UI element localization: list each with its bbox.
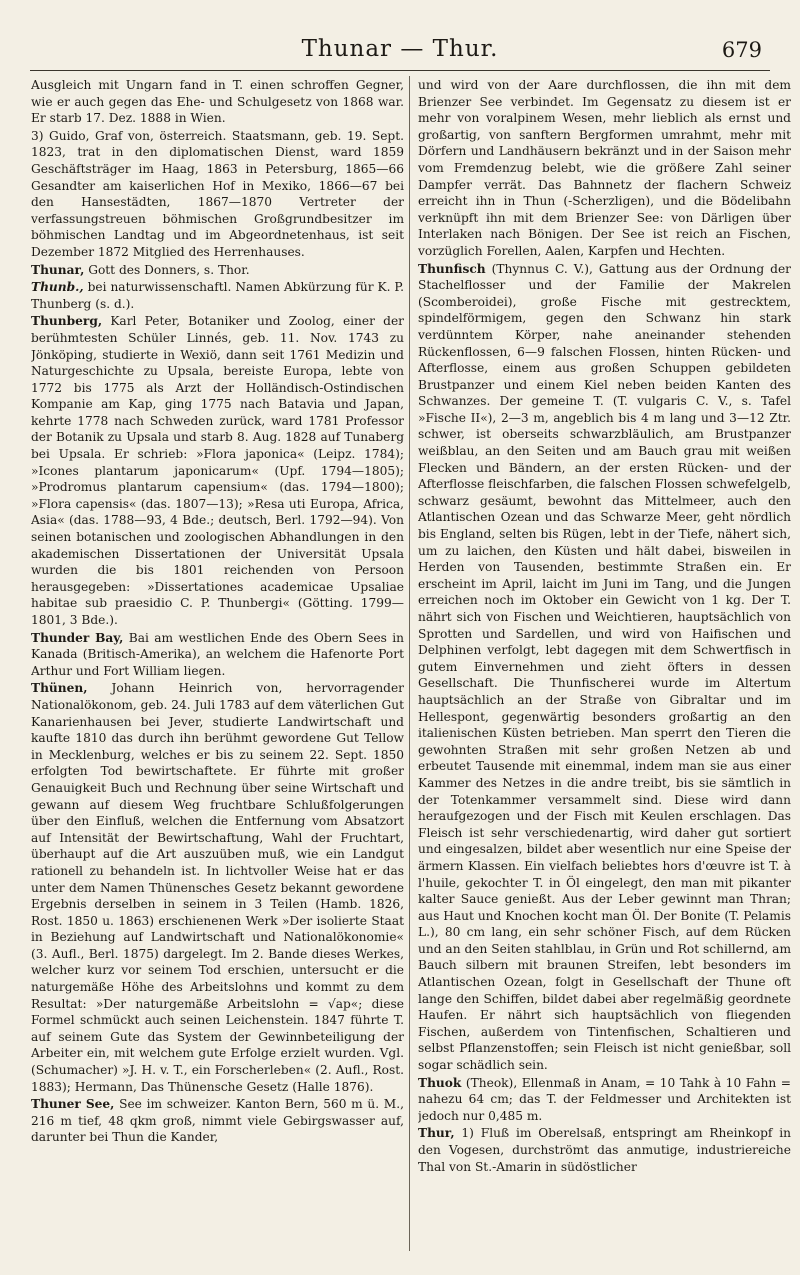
entry-thunar: Thunar, Gott des Donners, s. Thor. bbox=[31, 262, 250, 277]
entry-thunberg: Thunberg, Karl Peter, Botaniker und Zoolog, einer der berühmtesten Schüler Linnés, geb. 11. Nov. 1743 zu Jönköping, studierte in Wexiö, dann seit 1761 Medizin und Naturgeschichte zu Upsala, bereiste Europa, lebte von 1772 bis 1775 als Arzt der Holländisch-Ostindischen Kompanie am Kap, ging 1775 nach Batavia und Japan, kehrte 1778 nach Schweden zurück, ward 1781 Professor der Botanik zu Upsala und starb 8. Aug. 1828 auf Tunaberg bei Upsala. Er schrieb: »Flora japonica« (Leipz. 1784); »Icones plantarum japonicarum« (Upf. 1794—1805); »Prodromus plantarum capensium« (das. 1794—1800); »Flora capensis« (das. 1807—13); »Resa uti Europa, Africa, Asia« (das. 1788—93, 4 Bde.; deutsch, Berl. 1792—94). Von seinen botanischen und zoologischen Abhandlungen in den akademischen Dissertationen der Universität Upsala wurden die bis 1801 reichenden von Persoon herausgegeben: »Dissertationes academicae Upsaliae habitae sub praesidio C. P. Thunbergi« (Götting. 1799—1801, 3 Bde.). bbox=[31, 314, 404, 627]
page-header bbox=[30, 36, 770, 66]
header-rule bbox=[30, 70, 770, 71]
entry-thunfisch: Thunfisch (Thynnus C. V.), Gattung aus der Ordnung der Stachelflosser und der Familie der Makrelen (Scomberoidei), große Fische mit gestrecktem, spindelförmigem, gegen den Schwanz hin stark verdünntem Körper, nahe aneinander stehenden Rückenflossen, 6—9 falschen Flossen, hinten Rücken- und Afterflosse, einem aus großen Schuppen gebildeten Brustpanzer und einem Kiel neben beiden Kanten des Schwanzes. Der gemeine T. (T. vulgaris C. V., s. Tafel »Fische II«), 2—3 m, angeblich bis 4 m lang und 3—12 Ztr. schwer, ist oberseits schwarzbläulich, am Brustpanzer weißblau, an den Seiten und am Bauch grau mit weißen Flecken und Bändern, an der ersten Rücken- und der Afterflosse fleischfarben, die falschen Flossen schwefelgelb, schwarz gesäumt, bewohnt das Mittelmeer, auch den Atlantischen Ozean und das Schwarze Meer, geht nördlich bis England, selten bis Rügen, lebt in der Tiefe, nähert sich, um zu laichen, den Küsten und hält dabei, bisweilen in Herden von Tausenden, bestimmte Straßen ein. Er erscheint im April, laicht im Juni im Tang, und die Jungen erreichen noch im Oktober ein Gewicht von 1 kg. Der T. nährt sich von Fischen und Weichtieren, hauptsächlich von Sprotten und Sardellen, und wird von Haifischen und Delphinen verfolgt, lebt dagegen mit dem Schwertfisch in gutem Einvernehmen und zieht öfters in dessen Gesellschaft. Die Thunfischerei wurde im Altertum hauptsächlich an der Straße von Gibraltar und im Hellespont, gegenwärtig besonders großartig an den italienischen Küsten betrieben. Man sperrt den Tieren die gewohnten Straßen mit sehr großen Netzen ab und erbeutet Tausende mit einemmal, indem man sie aus einer Kammer des Netzes in die andre treibt, bis sie sämtlich in der Totenkammer versammelt sind. Diese wird dann heraufgezogen und der Fisch mit Keulen erschlagen. Das Fleisch ist sehr verschiedenartig, wird daher gut sortiert und eingesalzen, bildet aber wesentlich nur eine Speise der ärmern Klassen. Ein vielfach beliebtes hors d'œuvre ist T. à l'huile, gekochter T. in Öl eingelegt, den man mit pikanter kalter Sauce genießt. Aus der Leber gewinnt man Thran; aus Haut und Knochen kocht man Öl. Der Bonite (T. Pelamis L.), 80 cm lang, ein sehr schöner Fisch, auf dem Rücken und an den Seiten stahlblau, in Grün und Rot schillernd, am Bauch silbern mit braunen Streifen, lebt besonders im Atlantischen Ozean, folgt in Gesellschaft der Thune oft lange den Schiffen, bildet dabei aber regelmäßig geordnete Haufen. Er nährt sich hauptsächlich von fliegenden Fischen, außerdem von Tintenfischen, Schaltieren und selbst Pflanzenstoffen; sein Fleisch ist nicht genießbar, soll sogar schädlich sein. bbox=[418, 261, 791, 1073]
running-title: Thunar — Thur. bbox=[301, 36, 499, 62]
entry-thunder-bay: Thunder Bay, Bai am westlichen Ende des Obern Sees in Kanada (Britisch-Amerika), an welchem die Hafenorte Port Arthur und Fort William liegen. bbox=[31, 630, 404, 678]
entry-andrassy-continuation: Ausgleich mit Ungarn fand in T. einen schroffen Gegner, wie er auch gegen das Ehe- und Schulgesetz von 1868 war. Er starb 17. Dez. 1888 in Wien. bbox=[31, 78, 404, 126]
entry-thunb: Thunb., bei naturwissenschaftl. Namen Abkürzung für K. P. Thunberg (s. d.). bbox=[31, 280, 404, 311]
entry-guido-thun: 3) Guido, Graf von, österreich. Staatsmann, geb. 19. Sept. 1823, trat in den diplomatischen Dienst, ward 1859 Geschäftsträger im Haag, 1863 in Petersburg, 1865—66 Gesandter am kaiserlichen Hof in Mexiko, 1866—67 bei den Hansestädten, 1867—1870 Vertreter der verfassungstreuen böhmischen Großgrundbesitzer im böhmischen Landtag und im Abgeordnetenhaus, ist seit Dezember 1872 Mitglied des Herrenhauses. bbox=[31, 128, 404, 259]
entry-thuner-see: Thuner See, See im schweizer. Kanton Bern, 560 m ü. M., 216 m tief, 48 qkm groß, nimmt viele Gebirgswasser auf, darunter bei Thun die Kander, bbox=[31, 1097, 404, 1145]
entry-thuok: Thuok (Theok), Ellenmaß in Anam, = 10 Tahk à 10 Fahn = nahezu 64 cm; das T. der Feldmesser und Architekten ist jedoch nur 0,485 m. bbox=[418, 1075, 791, 1123]
page-number: 679 bbox=[721, 38, 762, 62]
entry-thuner-see-continuation: und wird von der Aare durchflossen, die ihn mit dem Brienzer See verbindet. Im Gegensatz zu diesem ist er mehr von voralpinem Wesen, mehr lieblich als ernst und großartig, von sanftern Bergformen umrahmt, mehr mit Dörfern und Landhäusern bekränzt und in der Saison mehr vom Fremdenzug belebt, wie die größere Zahl seiner Dampfer verrät. Das Bahnnetz der flachern Schweiz erreicht ihn in Thun (-Scherzligen), und die Bödelibahn verknüpft ihn mit dem Brienzer See: von Därligen über Interlaken nach Bönigen. Der See ist reich an Fischen, vorzüglich Forellen, Aalen, Karpfen und Hechten. bbox=[418, 78, 791, 258]
left-column bbox=[31, 76, 404, 1256]
entry-thur: Thur, 1) Fluß im Oberelsaß, entspringt am Rheinkopf in den Vogesen, durchströmt das anmutige, industriereiche Thal von St.-Amarin in südöstlicher bbox=[418, 1126, 791, 1174]
column-divider bbox=[409, 76, 410, 1251]
right-column bbox=[418, 76, 791, 1256]
entry-thuenen: Thünen, Johann Heinrich von, hervorragender Nationalökonom, geb. 24. Juli 1783 auf dem väterlichen Gut Kanarienhausen bei Jever, studierte Landwirtschaft und kaufte 1810 das durch ihn berühmt gewordene Gut Tellow in Mecklenburg, welches er bis zu seinem 22. Sept. 1850 erfolgten Tod bewirtschaftete. Er führte mit großer Genauigkeit Buch und Rechnung über seine Wirtschaft und gewann auf diesem Weg fruchtbare Schlußfolgerungen über den Einfluß, welchen die Entfernung vom Absatzort auf Intensität der Bewirtschaftung, Wahl der Fruchtart, überhaupt auf die Art auszuüben muß, wie ein Landgut rationell zu behandeln ist. In lichtvoller Weise hat er das unter dem Namen Thünensches Gesetz bekannt gewordene Ergebnis derselben in seinem in 3 Teilen (Hamb. 1826, Rost. 1850 u. 1863) erschienenen Werk »Der isolierte Staat in Beziehung auf Landwirtschaft und Nationalökonomie« (3. Aufl., Berl. 1875) dargelegt. Im 2. Bande dieses Werkes, welcher kurz vor seinem Tod erschien, untersucht er die naturgemäße Höhe des Arbeitslohns und kommt zu dem Resultat: »Der naturgemäße Arbeitslohn = √ap«; diese Formel schmückt auch seinen Leichenstein. 1847 führte T. auf seinem Gute das System der Gewinnbeteiligung der Arbeiter ein, mit welchem gute Erfolge erzielt wurden. Vgl. (Schumacher) »J. H. v. T., ein Forscherleben« (2. Aufl., Rost. 1883); Hermann, Das Thünensche Gesetz (Halle 1876). bbox=[31, 681, 404, 1094]
